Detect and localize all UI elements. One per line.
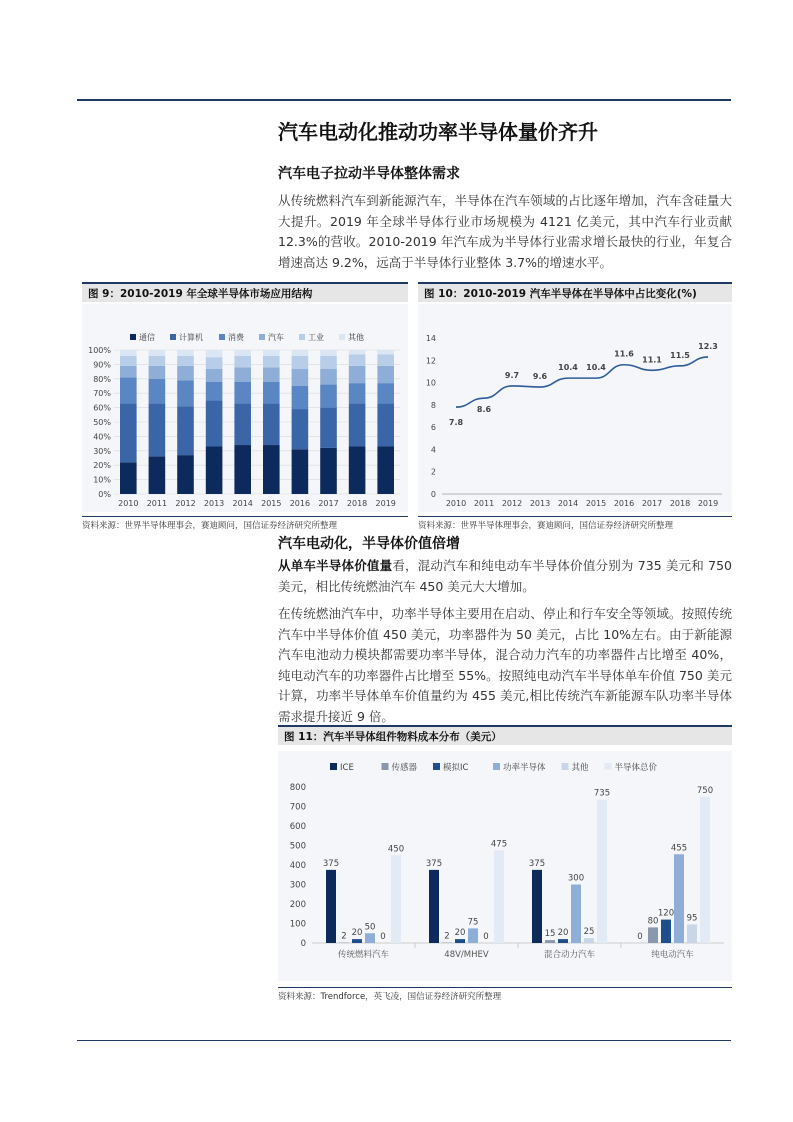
bar-通信-2016 [292,449,309,494]
bar-计算机-2012 [177,406,194,455]
bar-消费-2017 [320,385,337,408]
data-label: 455 [670,843,688,854]
bar-计算机-2014 [234,403,251,445]
bar-工业-2016 [292,356,309,369]
figure-11 [278,725,732,1002]
bar-消费-2010 [120,377,137,403]
legend-label-1: 传感器 [391,763,418,773]
bar-通信-2010 [120,462,137,494]
y-tick-label: 200 [289,900,306,910]
footer-rule [77,1040,731,1041]
bar-计算机-2017 [320,408,337,448]
legend-label-4: 工业 [308,333,324,342]
x-tick-label: 2015 [261,499,282,508]
figure-9-title: 图 9：2010-2019 年全球半导体市场应用结构 [82,282,408,302]
bar-消费-2012 [177,380,194,406]
bar-半导体总价-传统燃料汽车 [391,855,401,943]
legend-label-2: 消费 [228,333,244,342]
data-label: 10.4 [586,363,606,373]
bar-其他-2019 [377,350,394,354]
bar-通信-2013 [206,446,223,494]
y-tick-label: 30% [93,446,111,456]
figure-10-rule [418,516,732,517]
y-tick-label: 10 [425,378,436,388]
bar-计算机-2018 [349,403,366,446]
bar-汽车-2018 [349,366,366,383]
bar-通信-2017 [320,448,337,494]
data-label: 10.4 [558,363,578,373]
legend-swatch-5 [339,334,345,340]
y-tick-label: 8 [430,400,436,410]
legend-swatch-2 [219,334,225,340]
bar-消费-2019 [377,383,394,403]
bar-汽车-2013 [206,369,223,382]
bar-通信-2019 [377,446,394,494]
x-tick-label: 2018 [346,499,368,508]
bar-模拟IC-纯电动汽车 [661,920,671,943]
data-label: 475 [490,839,508,850]
bar-功率半导体-传统燃料汽车 [365,933,375,943]
bar-其他-2013 [206,350,223,357]
subheading-demand: 汽车电子拉动半导体整体需求 [278,166,460,182]
data-label: 11.5 [670,350,690,360]
bar-汽车-2010 [120,366,137,378]
paragraph-value-2: 在传统燃油汽车中，功率半导体主要用在启动、停止和行车安全等领域。按照传统汽车中半导体价值 450 美元，功率器件为 50 美元，占比 10%左右。由于新能源汽车电池动力模块都需要功率半导体，混合动力汽车的功率器件占比增至 40%，纯电动汽车的功率器件占比增至 55%。按照纯电动汽车半导体单车价值 750 美元计算，功率半导体单车价值量约为 455 美元,相比传统汽车新能源车队功率半导体需求提升接近 9 倍。 [278,606,732,724]
figure-10-title: 图 10：2010-2019 汽车半导体在半导体中占比变化(%) [418,282,732,302]
bar-消费-2011 [149,379,166,403]
legend-label-0: ICE [340,763,354,773]
data-label: 735 [593,788,611,799]
x-tick-label: 2018 [669,499,691,508]
y-tick-label: 100% [88,346,111,355]
y-tick-label: 6 [430,423,436,433]
data-label: 375 [425,858,443,869]
bar-其他-2016 [292,350,309,356]
bar-其他-2017 [320,350,337,356]
data-label: 20 [351,928,363,939]
data-label: 9.7 [504,370,520,380]
bar-计算机-2013 [206,400,223,446]
bar-汽车-2011 [149,366,166,379]
y-tick-label: 20% [93,461,111,471]
paragraph-value-1 [278,556,732,597]
data-label: 11.6 [614,349,634,359]
y-tick-label: 600 [289,822,306,832]
bar-计算机-2011 [149,403,166,456]
y-tick-label: 50% [93,418,111,427]
data-label: 0 [637,932,643,942]
y-tick-label: 0% [98,490,111,499]
y-tick-label: 700 [289,802,306,813]
bar-计算机-2016 [292,409,309,449]
bar-其他-纯电动汽车 [687,924,697,943]
bar-汽车-2016 [292,369,309,386]
legend-label-3: 汽车 [268,333,284,342]
series-line [456,357,708,407]
paragraph-rest: 看，混动汽车和纯电动车半导体价值分别为 735 美元和 750 美元，相比传统燃油汽车 450 美元大大增加。 [278,558,732,594]
bar-半导体总价-纯电动汽车 [700,797,710,943]
y-tick-label: 4 [430,445,436,455]
figure-10-chart [418,304,732,512]
legend-swatch-4 [299,334,305,340]
data-label: 450 [387,844,405,855]
data-label: 375 [528,858,546,869]
bar-模拟IC-48V/MHEV [455,939,465,943]
y-tick-label: 40% [93,432,111,442]
data-label: 50 [364,922,376,933]
bar-计算机-2019 [377,403,394,446]
bar-半导体总价-48V/MHEV [494,850,504,943]
bar-通信-2015 [263,445,280,494]
data-label: 20 [557,928,569,939]
figure-9-source: 资料来源：世界半导体理事会，赛迪顾问，国信证券经济研究所整理 [82,521,338,531]
bar-通信-2014 [234,445,251,494]
figure-11-title: 图 11：汽车半导体组件物料成本分布（美元） [278,725,732,745]
data-label: 375 [322,858,340,869]
figure-9 [82,282,408,531]
x-tick-label: 2019 [697,499,719,508]
x-tick-label: 2013 [203,499,225,508]
bar-其他-2012 [177,350,194,356]
bar-功率半导体-48V/MHEV [468,928,478,943]
data-label: 9.6 [532,372,548,382]
x-tick-label: 2019 [375,499,396,508]
bar-汽车-2017 [320,369,337,385]
bar-消费-2015 [263,382,280,404]
bar-消费-2013 [206,382,223,401]
x-tick-label: 2014 [557,499,579,508]
bar-功率半导体-纯电动汽车 [674,854,684,943]
x-tick-label: 2011 [473,499,495,508]
bar-其他-2014 [234,350,251,356]
x-tick-label: 2010 [445,499,467,508]
bar-ICE-传统燃料汽车 [326,870,336,943]
x-tick-label: 混合动力汽车 [543,950,596,960]
data-label: 8.6 [476,405,492,415]
legend-label-5: 半导体总价 [614,763,658,773]
bar-其他-2015 [263,350,280,356]
y-tick-label: 300 [289,880,306,891]
paragraph-lead: 从单车半导体价值量 [278,558,393,573]
figure-10-source: 资料来源：世界半导体理事会，赛迪顾问，国信证券经济研究所整理 [418,521,674,531]
data-label: 0 [483,932,489,942]
figure-11-chart [278,751,732,981]
bar-汽车-2015 [263,367,280,381]
figure-9-chart [82,304,408,512]
bar-汽车-2012 [177,366,194,380]
figure-10 [418,282,732,531]
data-label: 2 [444,931,450,942]
bar-工业-2011 [149,356,166,366]
data-label: 20 [454,928,466,939]
y-tick-label: 12 [425,356,436,366]
legend-swatch-1 [170,334,176,340]
y-tick-label: 2 [430,467,436,477]
bar-通信-2018 [349,446,366,494]
bar-消费-2018 [349,383,366,403]
y-tick-label: 60% [93,403,111,413]
legend-label-1: 计算机 [179,333,203,342]
y-tick-label: 0 [430,490,436,499]
bar-汽车-2019 [377,366,394,383]
legend-label-4: 其他 [571,763,589,773]
legend-swatch-3 [493,763,500,770]
x-tick-label: 2012 [501,499,523,508]
x-tick-label: 2017 [318,499,339,508]
figure-11-source: 资料来源：Trendforce，英飞凌，国信证券经济研究所整理 [278,992,502,1002]
legend-label-2: 模拟IC [443,763,469,773]
y-tick-label: 500 [289,841,306,852]
data-label: 25 [583,927,595,938]
bar-消费-2016 [292,386,309,409]
bar-功率半导体-混合动力汽车 [571,885,581,944]
data-label: 95 [686,913,698,924]
data-label: 12.3 [698,341,718,351]
y-tick-label: 90% [93,360,111,370]
bar-工业-2018 [349,354,366,366]
legend-label-3: 功率半导体 [503,763,546,773]
bar-工业-2010 [120,356,137,366]
bar-其他-2018 [349,350,366,354]
bar-其他-2010 [120,350,137,356]
y-tick-label: 70% [93,389,111,399]
bar-半导体总价-混合动力汽车 [597,800,607,943]
legend-swatch-0 [330,763,337,770]
bar-ICE-混合动力汽车 [532,870,542,943]
figure-9-rule [82,516,408,517]
bar-工业-2019 [377,354,394,366]
data-label: 80 [647,916,659,927]
x-tick-label: 2015 [585,499,607,508]
y-tick-label: 14 [425,334,436,343]
x-tick-label: 2014 [232,499,253,508]
bar-计算机-2015 [263,403,280,445]
bar-模拟IC-传统燃料汽车 [352,939,362,943]
x-tick-label: 2017 [641,499,663,508]
y-tick-label: 80% [93,374,111,384]
bar-传感器-纯电动汽车 [648,927,658,943]
data-label: 75 [467,917,479,928]
bar-通信-2012 [177,455,194,494]
bar-计算机-2010 [120,403,137,462]
bar-消费-2014 [234,382,251,404]
section-title: 汽车电动化推动功率半导体量价齐升 [278,120,598,144]
x-tick-label: 2012 [175,499,196,508]
data-label: 120 [657,908,675,919]
x-tick-label: 2010 [118,499,139,508]
x-tick-label: 传统燃料汽车 [337,950,390,960]
bar-工业-2013 [206,357,223,369]
bar-工业-2015 [263,356,280,368]
legend-swatch-5 [605,763,612,770]
data-label: 7.8 [448,418,464,428]
y-tick-label: 0 [300,939,306,949]
subheading-value: 汽车电动化，半导体价值倍增 [278,536,460,552]
data-label: 300 [567,873,585,884]
legend-swatch-2 [433,763,440,770]
paragraph-demand: 从传统燃料汽车到新能源汽车，半导体在汽车领域的占比逐年增加，汽车含硅量大大提升。2019 年全球半导体行业市场规模为 4121 亿美元，其中汽车行业贡献 12.3%的营收。2010-2019 年汽车成为半导体行业需求增长最快的行业，年复合增速高达 9.2%，远高于半导体行业整体 3.7%的增速水平。 [278,193,732,270]
x-tick-label: 48V/MHEV [444,950,489,960]
bar-汽车-2014 [234,367,251,381]
x-tick-label: 2011 [146,499,168,508]
y-tick-label: 400 [289,861,306,871]
x-tick-label: 2013 [529,499,551,508]
bar-工业-2017 [320,356,337,369]
header-rule [77,99,731,101]
legend-swatch-0 [130,334,136,340]
bar-工业-2012 [177,356,194,366]
bar-工业-2014 [234,356,251,368]
bar-其他-混合动力汽车 [584,938,594,943]
x-tick-label: 2016 [289,499,311,508]
bar-传感器-混合动力汽车 [545,940,555,943]
data-label: 2 [341,931,347,942]
bar-模拟IC-混合动力汽车 [558,939,568,943]
legend-swatch-4 [562,763,569,770]
data-label: 11.1 [642,355,662,365]
figure-11-rule [278,987,732,988]
data-label: 15 [544,929,556,940]
x-tick-label: 纯电动汽车 [651,950,694,960]
legend-label-0: 通信 [139,333,155,342]
bar-其他-2011 [149,350,166,356]
data-label: 750 [696,785,714,796]
bar-ICE-48V/MHEV [429,870,439,943]
legend-swatch-3 [259,334,265,340]
data-label: 0 [380,932,386,942]
x-tick-label: 2016 [613,499,635,508]
y-tick-label: 800 [289,783,306,793]
legend-label-5: 其他 [348,333,364,342]
y-tick-label: 10% [93,475,111,485]
y-tick-label: 100 [289,919,306,930]
bar-通信-2011 [149,457,166,494]
legend-swatch-1 [382,763,389,770]
